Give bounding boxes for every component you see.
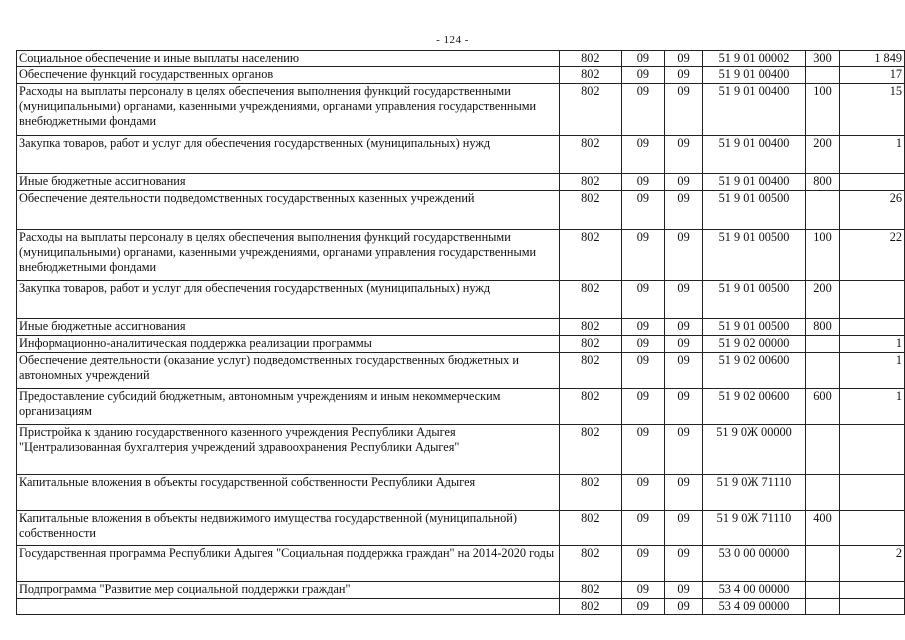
row-cs: 51 9 01 00400 (703, 67, 805, 84)
row-gr: 802 (559, 425, 622, 475)
page-number: - 124 - (436, 34, 469, 46)
row-gr: 802 (559, 319, 622, 336)
row-cs: 51 9 01 00500 (703, 191, 805, 230)
row-cs: 51 9 01 00500 (703, 319, 805, 336)
row-gr: 802 (559, 599, 622, 615)
row-gr: 802 (559, 389, 622, 425)
row-pr: 09 (664, 136, 703, 174)
table-row (17, 336, 905, 353)
table-row (17, 425, 905, 475)
row-gr: 802 (559, 174, 622, 191)
row-pr: 09 (664, 425, 703, 475)
row-vr: 400 (805, 511, 840, 546)
row-sum (840, 425, 905, 475)
row-cs: 51 9 0Ж 71110 (703, 475, 805, 511)
row-pr: 09 (664, 67, 703, 84)
row-sum: 26 (840, 191, 905, 230)
row-cs: 51 9 02 00000 (703, 336, 805, 353)
table-row (17, 281, 905, 319)
row-pr: 09 (664, 546, 703, 582)
row-pr: 09 (664, 389, 703, 425)
row-vr: 800 (805, 319, 840, 336)
row-cs: 51 9 01 00500 (703, 230, 805, 281)
row-name: Капитальные вложения в объекты государственной собственности Республики Адыгея (17, 475, 560, 511)
row-cs: 51 9 0Ж 00000 (703, 425, 805, 475)
row-sum: 1 849 (840, 51, 905, 67)
table-row (17, 230, 905, 281)
row-gr: 802 (559, 281, 622, 319)
row-vr: 200 (805, 136, 840, 174)
row-pr: 09 (664, 511, 703, 546)
row-rz: 09 (622, 425, 665, 475)
table-row (17, 389, 905, 425)
row-pr: 09 (664, 281, 703, 319)
row-rz: 09 (622, 475, 665, 511)
row-name: Предоставление субсидий бюджетным, автономным учреждениям и иным некоммерческим организациям (17, 389, 560, 425)
row-pr: 09 (664, 230, 703, 281)
table-row (17, 191, 905, 230)
row-cs: 51 9 01 00400 (703, 84, 805, 136)
table-row (17, 582, 905, 599)
row-name: Обеспечение функций государственных органов (17, 67, 560, 84)
row-rz: 09 (622, 191, 665, 230)
row-cs: 53 4 00 00000 (703, 582, 805, 599)
row-cs: 53 4 09 00000 (703, 599, 805, 615)
table-row (17, 475, 905, 511)
row-cs: 51 9 0Ж 71110 (703, 511, 805, 546)
row-rz: 09 (622, 546, 665, 582)
row-pr: 09 (664, 582, 703, 599)
row-vr: 300 (805, 51, 840, 67)
table-row (17, 599, 905, 615)
row-pr: 09 (664, 353, 703, 389)
row-rz: 09 (622, 353, 665, 389)
table-row (17, 353, 905, 389)
row-vr: 600 (805, 389, 840, 425)
row-name: Расходы на выплаты персоналу в целях обеспечения выполнения функций государственными (муниципальными) органами, казенными учреждениями, органами управления государственными внебюджетными фондами (17, 84, 560, 136)
row-vr (805, 67, 840, 84)
row-rz: 09 (622, 281, 665, 319)
table-row (17, 84, 905, 136)
row-vr (805, 599, 840, 615)
row-vr (805, 336, 840, 353)
row-name: Подпрограмма "Развитие мер социальной поддержки граждан" (17, 582, 560, 599)
budget-table-body (17, 51, 905, 615)
row-pr: 09 (664, 51, 703, 67)
row-rz: 09 (622, 599, 665, 615)
row-sum: 15 (840, 84, 905, 136)
row-gr: 802 (559, 51, 622, 67)
table-row (17, 136, 905, 174)
row-name: Обеспечение деятельности подведомственных государственных казенных учреждений (17, 191, 560, 230)
row-gr: 802 (559, 511, 622, 546)
table-row (17, 511, 905, 546)
row-gr: 802 (559, 136, 622, 174)
row-cs: 51 9 01 00500 (703, 281, 805, 319)
row-rz: 09 (622, 582, 665, 599)
row-gr: 802 (559, 336, 622, 353)
row-vr (805, 546, 840, 582)
row-rz: 09 (622, 319, 665, 336)
row-vr (805, 191, 840, 230)
row-rz: 09 (622, 511, 665, 546)
row-cs: 51 9 01 00400 (703, 174, 805, 191)
row-vr: 100 (805, 84, 840, 136)
row-vr (805, 582, 840, 599)
row-rz: 09 (622, 67, 665, 84)
row-rz: 09 (622, 230, 665, 281)
row-name: Информационно-аналитическая поддержка реализации программы (17, 336, 560, 353)
row-gr: 802 (559, 230, 622, 281)
row-gr: 802 (559, 67, 622, 84)
row-pr: 09 (664, 475, 703, 511)
row-sum: 2 (840, 546, 905, 582)
row-pr: 09 (664, 319, 703, 336)
row-gr: 802 (559, 84, 622, 136)
row-pr: 09 (664, 191, 703, 230)
row-name (17, 599, 560, 615)
row-sum: 1 (840, 136, 905, 174)
row-cs: 51 9 02 00600 (703, 389, 805, 425)
row-sum (840, 582, 905, 599)
row-name: Закупка товаров, работ и услуг для обеспечения государственных (муниципальных) нужд (17, 136, 560, 174)
row-gr: 802 (559, 475, 622, 511)
row-cs: 53 0 00 00000 (703, 546, 805, 582)
row-pr: 09 (664, 599, 703, 615)
row-gr: 802 (559, 546, 622, 582)
row-cs: 51 9 01 00400 (703, 136, 805, 174)
row-rz: 09 (622, 84, 665, 136)
row-gr: 802 (559, 191, 622, 230)
row-gr: 802 (559, 353, 622, 389)
row-vr (805, 475, 840, 511)
row-cs: 51 9 01 00002 (703, 51, 805, 67)
row-sum: 1 (840, 336, 905, 353)
row-pr: 09 (664, 84, 703, 136)
row-pr: 09 (664, 174, 703, 191)
row-name: Закупка товаров, работ и услуг для обеспечения государственных (муниципальных) нужд (17, 281, 560, 319)
row-sum (840, 599, 905, 615)
row-name: Иные бюджетные ассигнования (17, 319, 560, 336)
row-rz: 09 (622, 174, 665, 191)
row-pr: 09 (664, 336, 703, 353)
row-name: Капитальные вложения в объекты недвижимого имущества государственной (муниципальной) собственности (17, 511, 560, 546)
table-row (17, 51, 905, 67)
row-sum (840, 475, 905, 511)
row-name: Социальное обеспечение и иные выплаты населению (17, 51, 560, 67)
row-name: Пристройка к зданию государственного казенного учреждения Республики Адыгея "Централизованная бухгалтерия учреждений здравоохранения Республики Адыгея" (17, 425, 560, 475)
row-gr: 802 (559, 582, 622, 599)
row-vr (805, 353, 840, 389)
row-vr: 100 (805, 230, 840, 281)
table-row (17, 174, 905, 191)
row-sum (840, 319, 905, 336)
table-row (17, 546, 905, 582)
row-sum (840, 281, 905, 319)
row-sum (840, 174, 905, 191)
row-vr: 200 (805, 281, 840, 319)
row-name: Государственная программа Республики Адыгея "Социальная поддержка граждан" на 2014-2020 годы (17, 546, 560, 582)
row-rz: 09 (622, 389, 665, 425)
row-rz: 09 (622, 51, 665, 67)
table-row (17, 319, 905, 336)
table-row (17, 67, 905, 84)
row-cs: 51 9 02 00600 (703, 353, 805, 389)
row-sum: 22 (840, 230, 905, 281)
row-name: Иные бюджетные ассигнования (17, 174, 560, 191)
row-name: Расходы на выплаты персоналу в целях обеспечения выполнения функций государственными (муниципальными) органами, казенными учреждениями, органами управления государственными внебюджетными фондами (17, 230, 560, 281)
row-vr (805, 425, 840, 475)
row-name: Обеспечение деятельности (оказание услуг) подведомственных государственных бюджетных и автономных учреждений (17, 353, 560, 389)
row-sum: 17 (840, 67, 905, 84)
row-rz: 09 (622, 336, 665, 353)
row-vr: 800 (805, 174, 840, 191)
row-sum: 1 (840, 353, 905, 389)
budget-table (16, 50, 905, 615)
row-rz: 09 (622, 136, 665, 174)
row-sum (840, 511, 905, 546)
row-sum: 1 (840, 389, 905, 425)
